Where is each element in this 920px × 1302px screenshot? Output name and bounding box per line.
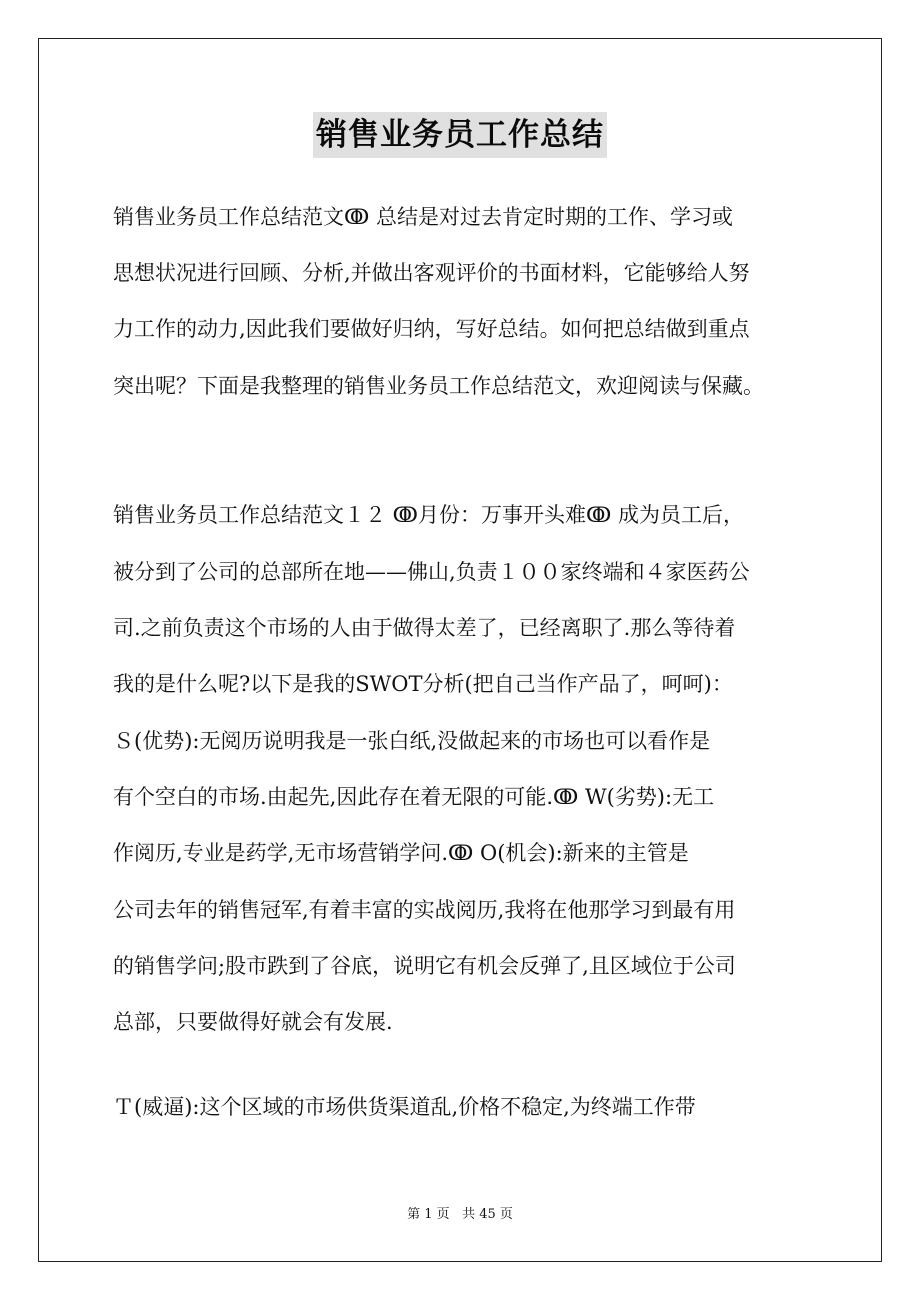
body-line-6: 被分到了公司的总部所在地——佛山,负责１００家终端和４家医药公 — [113, 560, 750, 584]
body-line-10: 有个空白的市场.由起先,因此存在着无限的可能.ↂ W(劣势):无工 — [113, 785, 715, 809]
body-line-15: Ｔ(威逼):这个区域的市场供货渠道乱,价格不稳定,为终端工作带 — [113, 1095, 696, 1119]
body-line-11: 作阅历,专业是药学,无市场营销学问.ↂ O(机会):新来的主管是 — [113, 841, 689, 865]
body-line-3: 力工作的动力,因此我们要做好归纳，写好总结。如何把总结做到重点 — [113, 317, 750, 341]
body-line-12: 公司去年的销售冠军,有着丰富的实战阅历,我将在他那学习到最有用 — [113, 898, 736, 922]
body-line-8: 我的是什么呢?以下是我的SWOT分析(把自己当作产品了，呵呵)： — [113, 672, 733, 696]
body-line-1: 销售业务员工作总结范文ↂ 总结是对过去肯定时期的工作、学习或 — [113, 205, 733, 229]
body-line-9: Ｓ(优势):无阅历说明我是一张白纸,没做起来的市场也可以看作是 — [113, 729, 711, 753]
title-container — [0, 112, 920, 158]
page-number: 第 1 页 — [407, 1207, 450, 1222]
body-line-7: 司.之前负责这个市场的人由于做得太差了，已经离职了.那么等待着 — [113, 616, 736, 640]
document-title: 销售业务员工作总结 — [313, 112, 607, 158]
body-line-13: 的销售学问;股市跌到了谷底，说明它有机会反弹了,且区域位于公司 — [113, 954, 736, 978]
body-line-4: 突出呢？下面是我整理的销售业务员工作总结范文，欢迎阅读与保藏。 — [113, 374, 764, 398]
body-line-14: 总部，只要做得好就会有发展. — [113, 1010, 393, 1034]
page-footer — [0, 1206, 920, 1224]
page-total: 共 45 页 — [462, 1207, 513, 1222]
body-line-5: 销售业务员工作总结范文１２ ↂ月份：万事开头难ↂ 成为员工后， — [113, 503, 745, 527]
body-line-2: 思想状况进行回顾、分析,并做出客观评价的书面材料，它能够给人努 — [113, 261, 750, 285]
